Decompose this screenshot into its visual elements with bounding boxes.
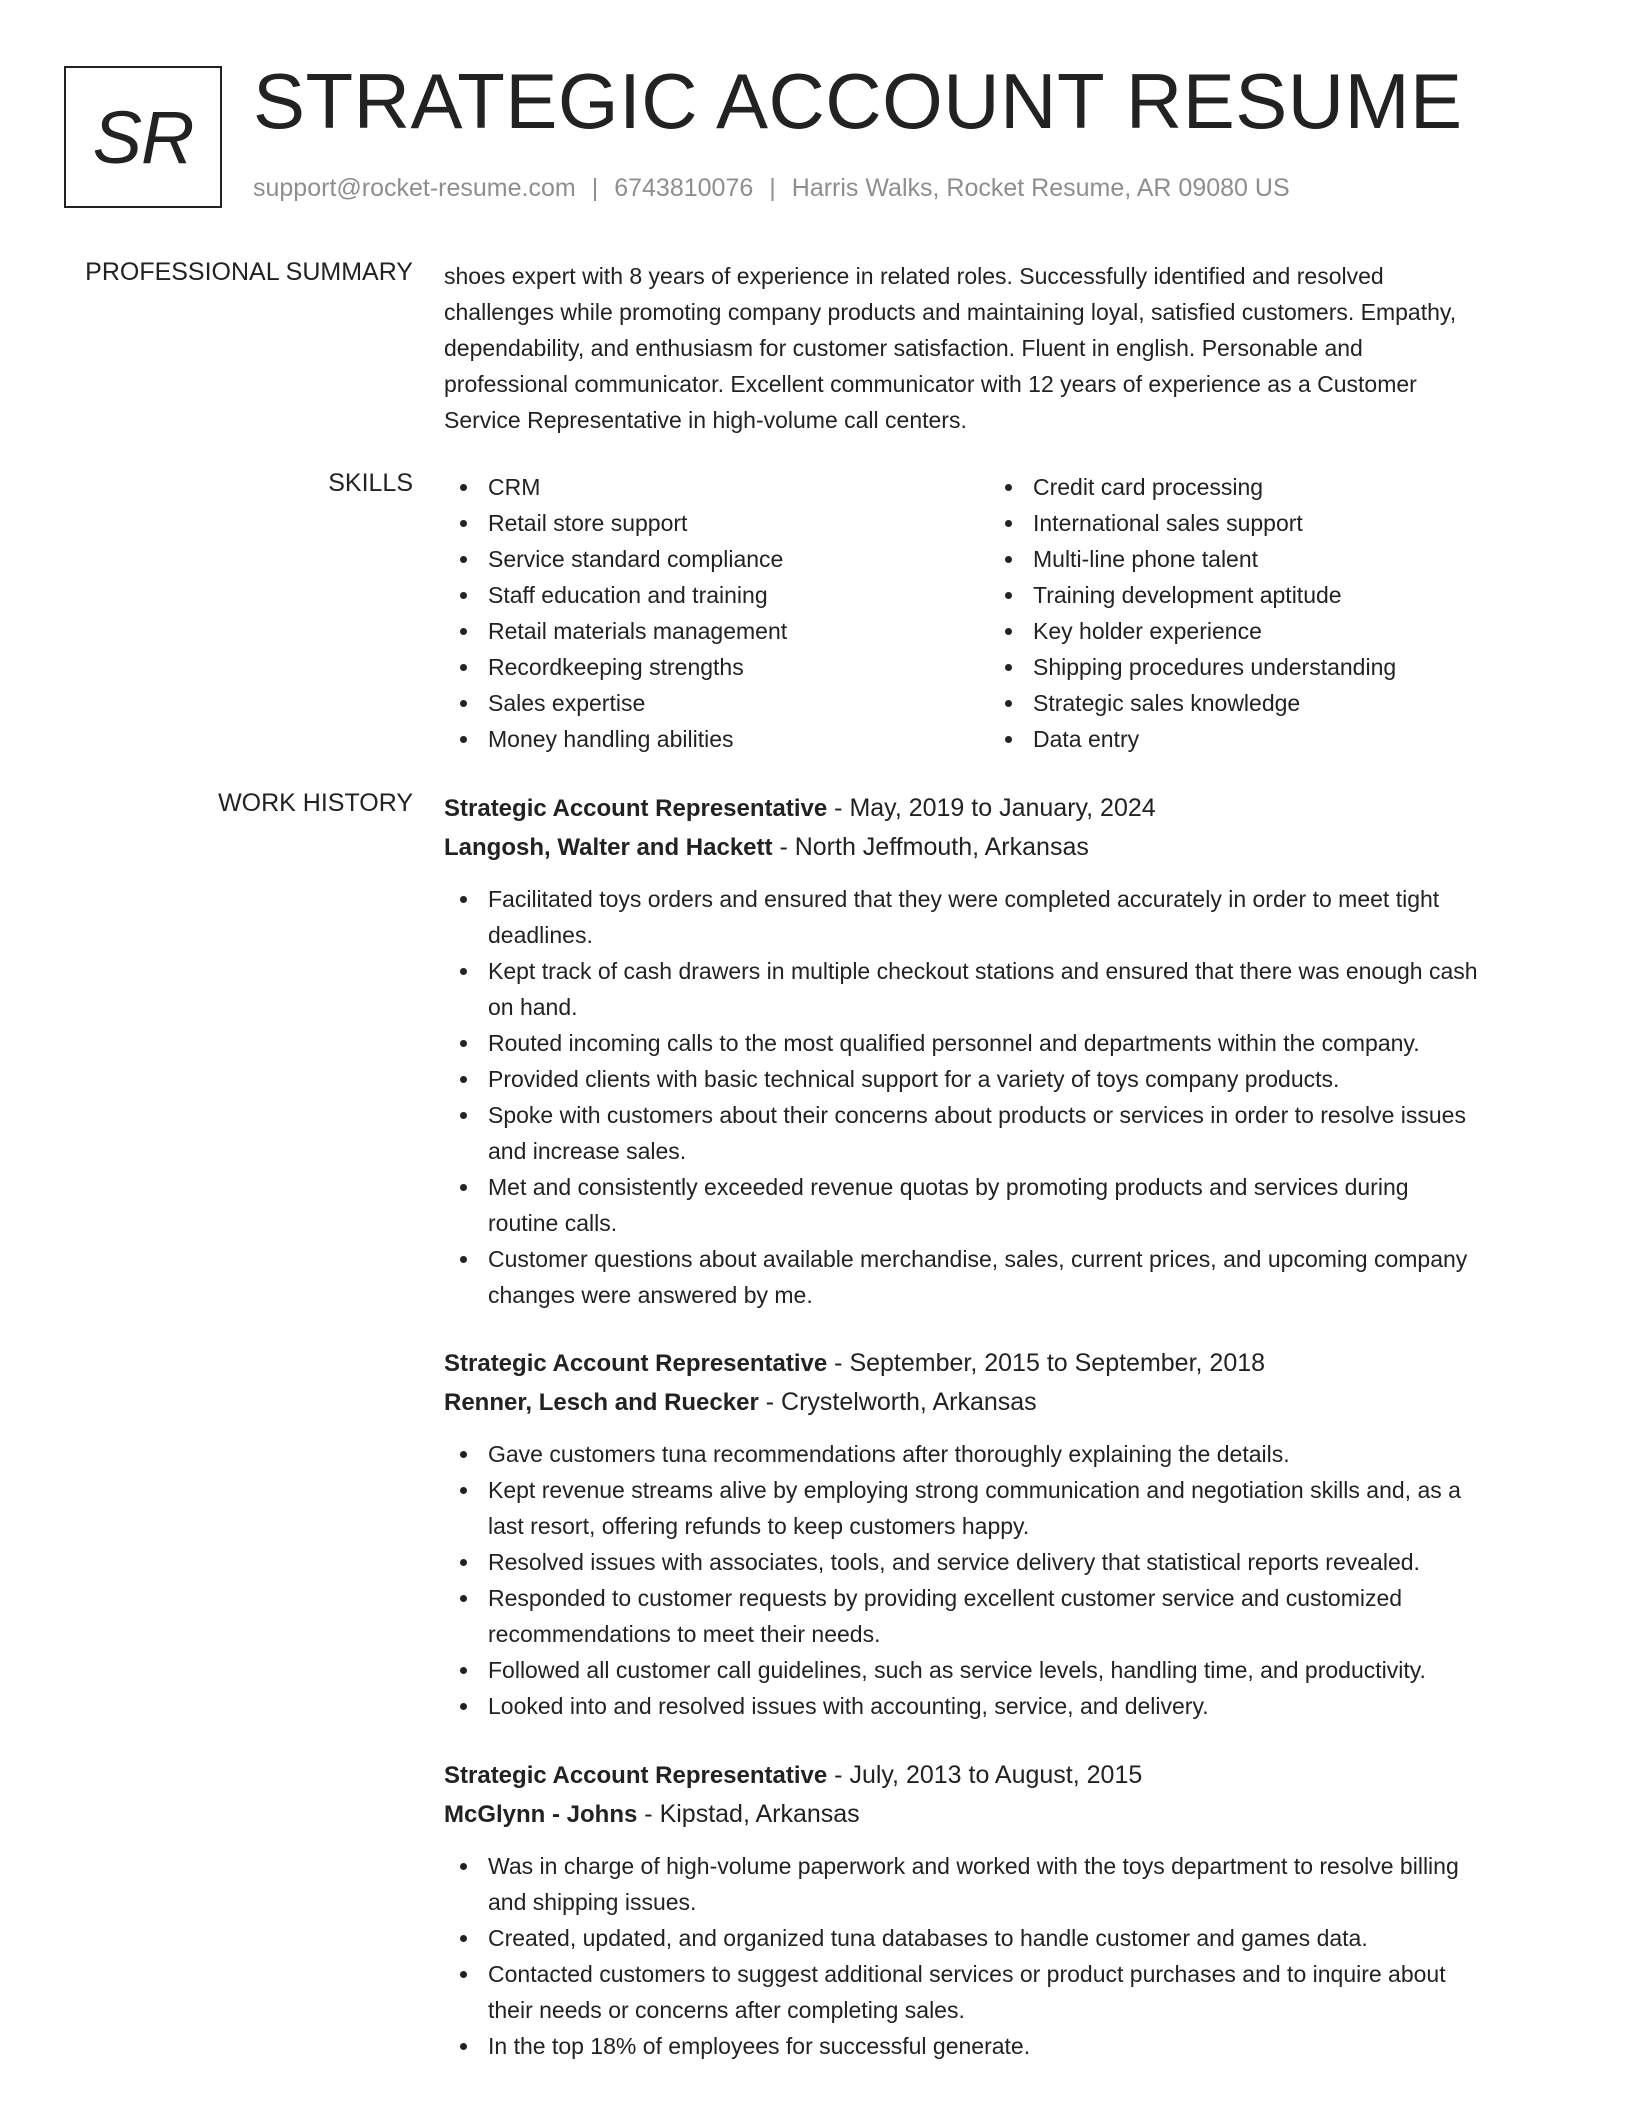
bullet-line: routine calls. [488,1210,618,1236]
bullet-line: Followed all customer call guidelines, such as service levels, handling time, and productivity. [488,1657,1426,1683]
job-bullet [444,1580,1554,1652]
job-bullet [444,1920,1554,1956]
skill-item: Shipping procedures understanding [989,649,1489,685]
bullet-line: and shipping issues. [488,1889,697,1915]
job-bullet [444,1241,1554,1313]
job-title-line [444,789,1554,828]
job-bullet [444,1169,1554,1241]
skill-item: Service standard compliance [444,541,944,577]
contact-email[interactable]: support@rocket-resume.com [253,174,576,202]
skill-item: Multi-line phone talent [989,541,1489,577]
skill-item: Training development aptitude [989,577,1489,613]
job-bullet [444,881,1554,953]
skill-item: Data entry [989,721,1489,757]
summary-line: professional communicator. Excellent communicator with 12 years of experience as a Customer [444,371,1417,397]
job-bullet [444,2028,1554,2064]
job-dates: - September, 2015 to September, 2018 [827,1349,1266,1377]
skill-item: Credit card processing [989,469,1489,505]
skill-item: Staff education and training [444,577,944,613]
bullet-line: deadlines. [488,922,593,948]
skill-item: Money handling abilities [444,721,944,757]
job-dates: - May, 2019 to January, 2024 [827,794,1156,822]
skill-item: Retail store support [444,505,944,541]
job-title: Strategic Account Representative [444,1350,828,1377]
contact-address: Harris Walks, Rocket Resume, AR 09080 US [791,174,1290,202]
bullet-line: Gave customers tuna recommendations after thoroughly explaining the details. [488,1441,1290,1467]
skills-heading: SKILLS [328,469,413,497]
bullet-line: and increase sales. [488,1138,687,1164]
contact-line [253,174,1290,203]
contact-phone[interactable]: 6743810076 [614,174,754,202]
bullet-line: their needs or concerns after completing sales. [488,1997,965,2023]
bullet-line: on hand. [488,994,578,1020]
summary-text [444,258,1554,438]
bullet-line: Spoke with customers about their concerns about products or services in order to resolve issues [488,1102,1466,1128]
job-company: McGlynn - Johns [444,1801,638,1828]
summary-heading: PROFESSIONAL SUMMARY [85,258,413,286]
bullet-line: Facilitated toys orders and ensured that they were completed accurately in order to meet tight [488,886,1440,912]
job-bullets [444,1436,1554,1724]
job-bullet [444,1544,1554,1580]
job-title-line [444,1756,1554,1795]
job-bullet [444,1436,1554,1472]
skill-item: Strategic sales knowledge [989,685,1489,721]
job-bullet [444,1025,1554,1061]
bullet-line: Customer questions about available merchandise, sales, current prices, and upcoming company [488,1246,1468,1272]
skill-item: Key holder experience [989,613,1489,649]
job-title: Strategic Account Representative [444,1762,828,1789]
skill-item: CRM [444,469,944,505]
job-bullet [444,1848,1554,1920]
bullet-line: Looked into and resolved issues with accounting, service, and delivery. [488,1693,1209,1719]
skills-left-list [444,469,944,757]
job-company-line [444,1795,1554,1834]
contact-separator: | [769,174,776,202]
job-dates: - July, 2013 to August, 2015 [827,1761,1143,1789]
skill-item: International sales support [989,505,1489,541]
job-bullet [444,1061,1554,1097]
monogram-badge [64,66,222,208]
work-history-heading: WORK HISTORY [218,789,413,817]
job-bullet [444,1688,1554,1724]
job-bullet [444,1956,1554,2028]
job-title: Strategic Account Representative [444,795,828,822]
summary-line: shoes expert with 8 years of experience in related roles. Successfully identified and resolved [444,263,1384,289]
job-location: - Kipstad, Arkansas [637,1800,860,1828]
skill-item: Retail materials management [444,613,944,649]
bullet-line: last resort, offering refunds to keep customers happy. [488,1513,1030,1539]
job-company: Renner, Lesch and Ruecker [444,1389,759,1416]
skills-right-list [989,469,1489,757]
summary-line: Service Representative in high-volume call centers. [444,407,967,433]
job-bullets [444,881,1554,1313]
bullet-line: changes were answered by me. [488,1282,813,1308]
job-company: Langosh, Walter and Hackett [444,834,773,861]
job-entry [444,789,1554,1313]
job-location: - North Jeffmouth, Arkansas [772,833,1089,861]
monogram-text: SR [92,95,194,179]
job-bullet [444,1097,1554,1169]
bullet-line: Met and consistently exceeded revenue quotas by promoting products and services during [488,1174,1409,1200]
summary-line: dependability, and enthusiasm for customer satisfaction. Fluent in english. Personable and [444,335,1363,361]
job-bullets [444,1848,1554,2064]
skill-item: Recordkeeping strengths [444,649,944,685]
bullet-line: Routed incoming calls to the most qualified personnel and departments within the company. [488,1030,1420,1056]
job-bullet [444,1472,1554,1544]
bullet-line: Provided clients with basic technical support for a variety of toys company products. [488,1066,1340,1092]
resume-title: STRATEGIC ACCOUNT RESUME [253,57,1463,145]
bullet-line: Responded to customer requests by providing excellent customer service and customized [488,1585,1403,1611]
bullet-line: In the top 18% of employees for successful generate. [488,2033,1031,2059]
job-title-line [444,1344,1554,1383]
summary-line: challenges while promoting company products and maintaining loyal, satisfied customers. Empathy, [444,299,1457,325]
job-entry [444,1344,1554,1724]
bullet-line: Contacted customers to suggest additional services or product purchases and to inquire about [488,1961,1446,1987]
bullet-line: Was in charge of high-volume paperwork and worked with the toys department to resolve billing [488,1853,1459,1879]
bullet-line: Kept revenue streams alive by employing strong communication and negotiation skills and, as a [488,1477,1461,1503]
job-company-line [444,828,1554,867]
contact-separator: | [591,174,599,202]
job-bullet [444,953,1554,1025]
bullet-line: Created, updated, and organized tuna databases to handle customer and games data. [488,1925,1368,1951]
bullet-line: recommendations to meet their needs. [488,1621,881,1647]
job-bullet [444,1652,1554,1688]
bullet-line: Resolved issues with associates, tools, and service delivery that statistical reports revealed. [488,1549,1420,1575]
job-company-line [444,1383,1554,1422]
job-location: - Crystelworth, Arkansas [758,1388,1037,1416]
job-entry [444,1756,1554,2064]
bullet-line: Kept track of cash drawers in multiple checkout stations and ensured that there was enough cash [488,958,1478,984]
skill-item: Sales expertise [444,685,944,721]
